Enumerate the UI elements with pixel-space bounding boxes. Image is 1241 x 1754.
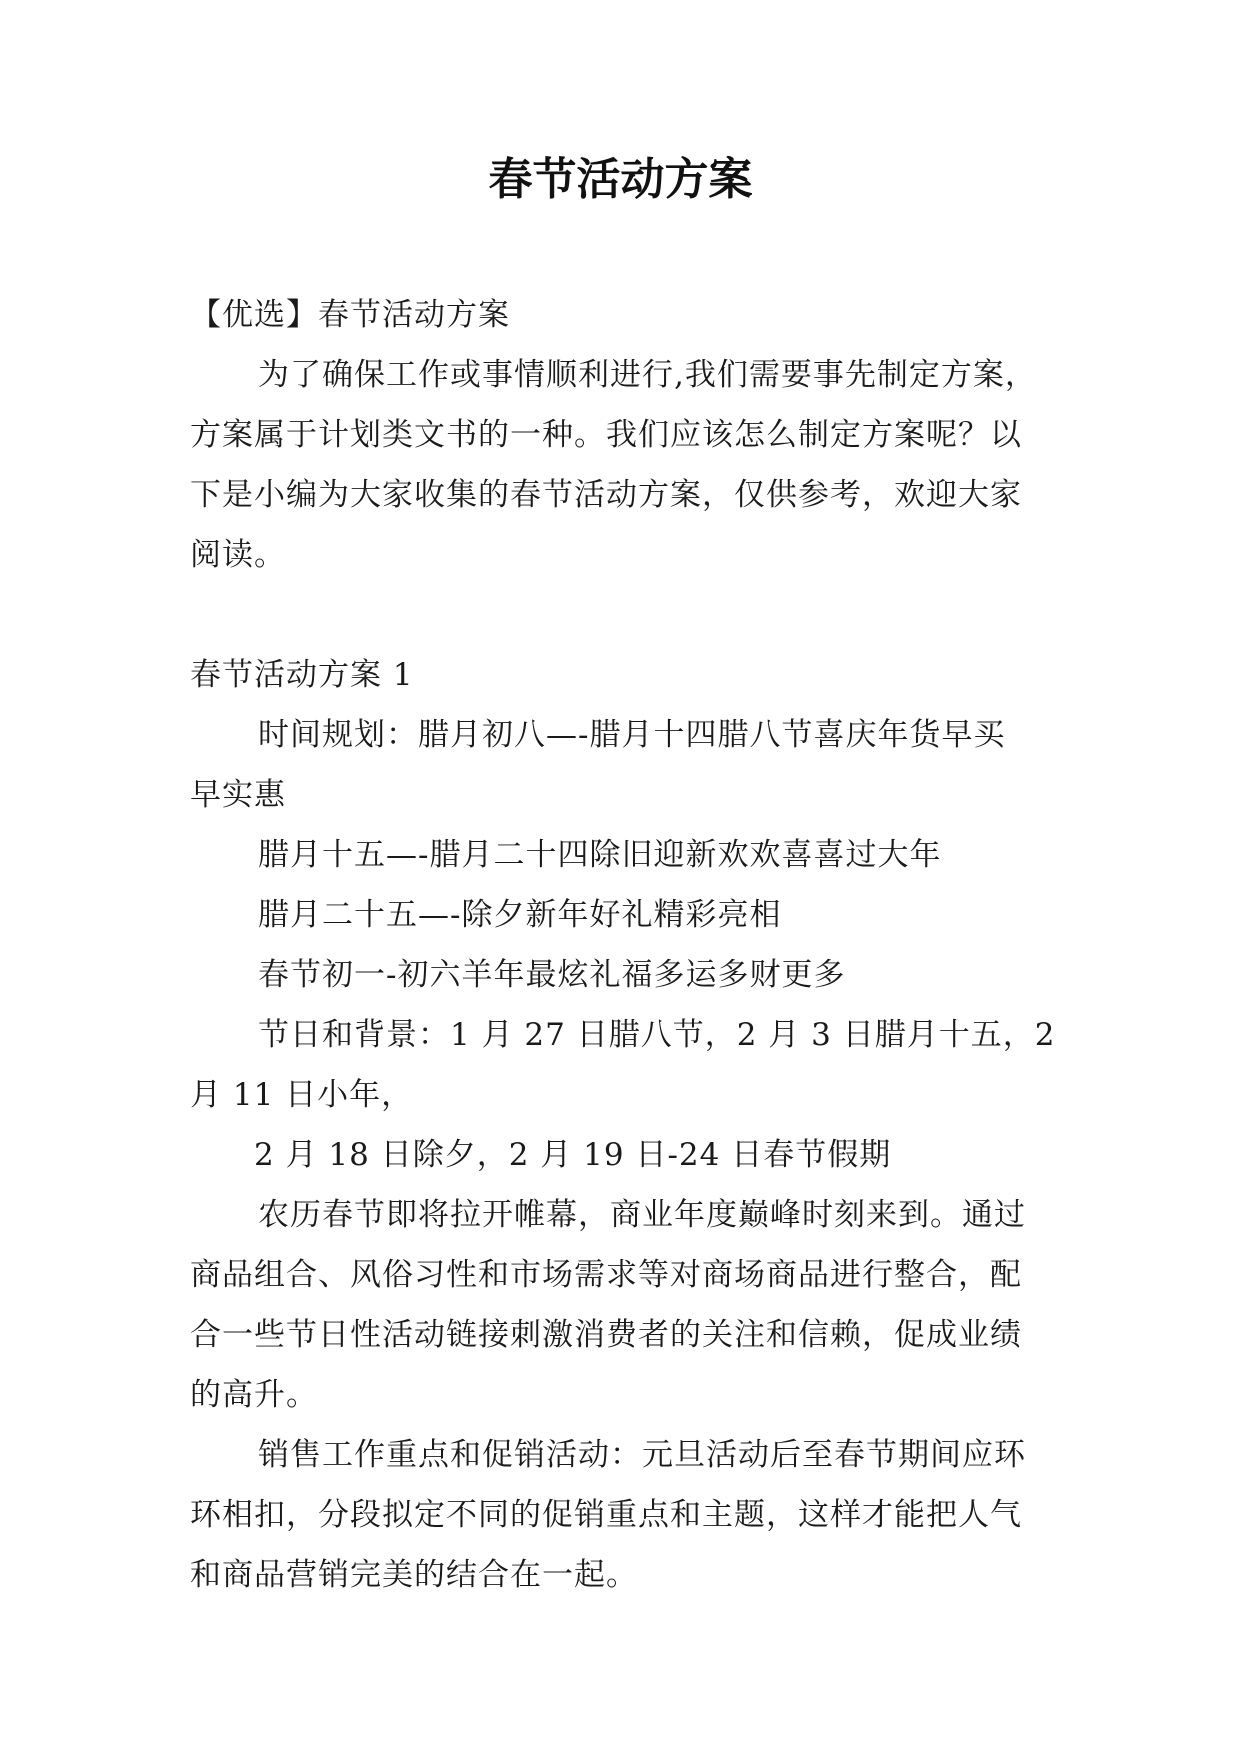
sales-focus-paragraph: [190, 1425, 1050, 1605]
paragraph-line: 春节初一-初六羊年最炫礼福多运多财更多: [258, 957, 846, 993]
document-body: [190, 285, 1056, 1605]
paragraph-line: 腊月二十五—-除夕新年好礼精彩亮相: [258, 897, 782, 933]
paragraph-line: 节日和背景：1 月 27 日腊八节，2 月 3 日腊月十五，2: [258, 1017, 1056, 1053]
paragraph-line: 2 月 18 日除夕，2 月 19 日-24 日春节假期: [254, 1137, 892, 1173]
paragraph-line: 销售工作重点和促销活动：元旦活动后至春节期间应环: [258, 1437, 1026, 1473]
paragraph-line: 农历春节即将拉开帷幕，商业年度巅峰时刻来到。通过: [258, 1197, 1026, 1233]
paragraph-line: 为了确保工作或事情顺利进行,我们需要事先制定方案，: [258, 357, 1037, 393]
paragraph-line: 和商品营销完美的结合在一起。: [190, 1557, 638, 1593]
blank-line: [190, 585, 1050, 645]
paragraph-line: 商品组合、风俗习性和市场需求等对商场商品进行整合，配: [190, 1257, 1022, 1293]
paragraph-line: 阅读。: [190, 537, 286, 573]
background-paragraph: [190, 1005, 1056, 1185]
paragraph-line: 的高升。: [190, 1377, 318, 1413]
market-paragraph: [190, 1185, 1050, 1425]
paragraph-line: 早实惠: [190, 777, 286, 813]
paragraph-line: 方案属于计划类文书的一种。我们应该怎么制定方案呢？以: [190, 417, 1022, 453]
paragraph-line: 下是小编为大家收集的春节活动方案，仅供参考，欢迎大家: [190, 477, 1022, 513]
document-heading: 【优选】春节活动方案: [190, 297, 510, 333]
intro-paragraph: [190, 345, 1050, 585]
paragraph-line: 月 11 日小年，: [190, 1077, 414, 1113]
paragraph-line: 合一些节日性活动链接刺激消费者的关注和信赖，促成业绩: [190, 1317, 1022, 1353]
paragraph-line: 腊月十五—-腊月二十四除旧迎新欢欢喜喜过大年: [258, 837, 942, 873]
paragraph-line: 时间规划：腊月初八—-腊月十四腊八节喜庆年货早买: [258, 717, 1006, 753]
section-title: 春节活动方案 1: [190, 657, 414, 693]
paragraph-line: 环相扣，分段拟定不同的促销重点和主题，这样才能把人气: [190, 1497, 1022, 1533]
schedule-paragraph: [190, 705, 1050, 1005]
document-title: 春节活动方案: [488, 154, 753, 205]
